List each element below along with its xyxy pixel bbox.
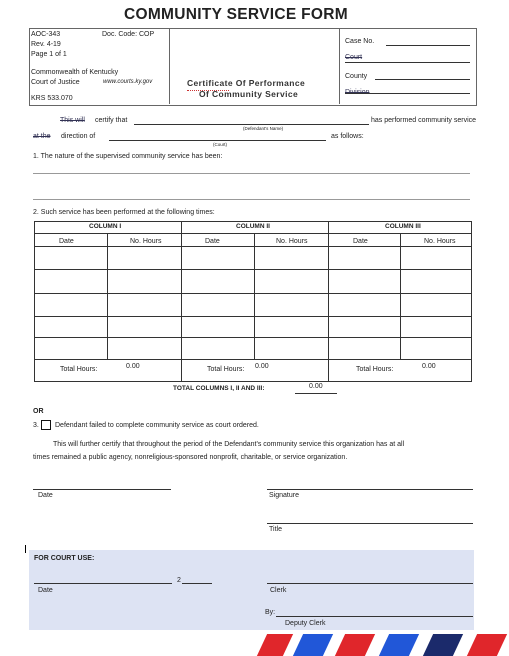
krs-reference: KRS 533.070 [31, 95, 73, 102]
column-3-title: COLUMN III [385, 223, 421, 230]
website-link[interactable]: www.courts.ky.gov [103, 79, 153, 85]
date-label: Date [38, 492, 53, 499]
by-label: By: [265, 609, 276, 616]
item-3-text: Defendant failed to complete community service as court ordered. [55, 422, 259, 429]
court-label: Court [345, 54, 363, 61]
certificate-heading-1: Certificate Of Performance [187, 78, 306, 88]
signature-field[interactable] [267, 489, 473, 490]
further-certify-line-2: times remained a public agency, nonreligious-sponsored nonprofit, charitable, or service organization. [33, 454, 348, 461]
item-3-number: 3. [33, 422, 39, 429]
court-name-field[interactable] [109, 140, 326, 141]
deputy-clerk-field[interactable] [276, 616, 473, 617]
court-use-section [29, 550, 474, 630]
direction-of-text: direction of [61, 133, 96, 140]
grand-total-value: 0.00 [309, 383, 323, 390]
column-2-hours-header: No. Hours [276, 238, 308, 245]
county-field[interactable] [375, 79, 470, 80]
blue-stripe-1 [293, 634, 333, 656]
court-use-two: 2 [177, 577, 181, 584]
at-the-text: at the [33, 133, 51, 140]
blue-stripe-2 [379, 634, 419, 656]
certify-that-text: certify that [95, 117, 128, 124]
court-field[interactable] [345, 62, 470, 63]
deputy-clerk-label: Deputy Clerk [285, 620, 326, 627]
red-stripe-2 [335, 634, 375, 656]
defendant-name-caption: (Defendant's Name) [243, 126, 284, 131]
column-1-total-value: 0.00 [126, 363, 140, 370]
hours-table [34, 221, 472, 382]
column-1-title: COLUMN I [89, 223, 122, 230]
grand-total-label: TOTAL COLUMNS I, II AND III: [173, 385, 265, 392]
case-no-field[interactable] [386, 45, 470, 46]
clerk-label: Clerk [270, 587, 287, 594]
further-certify-line-1: This will further certify that throughout the period of the Defendant's community service this organization has at all [53, 441, 405, 448]
failed-to-complete-checkbox[interactable] [41, 420, 51, 430]
county-label: County [345, 73, 368, 80]
red-stripe-1 [257, 634, 293, 656]
or-label: OR [33, 408, 44, 415]
this-will-text: This will [60, 117, 85, 124]
form-number: AOC-343 [31, 31, 61, 38]
court-use-heading: FOR COURT USE: [34, 555, 95, 562]
column-3-total-value: 0.00 [422, 363, 436, 370]
column-1-hours-header: No. Hours [130, 238, 162, 245]
has-performed-text: has performed community service [371, 117, 477, 124]
signature-label: Signature [269, 492, 299, 499]
division-field[interactable] [345, 93, 470, 94]
nature-line-1[interactable] [33, 173, 470, 174]
column-2-title: COLUMN II [236, 223, 270, 230]
title-field[interactable] [267, 523, 473, 524]
clerk-field[interactable] [267, 583, 473, 584]
item-2-text: 2. Such service has been performed at the following times: [33, 209, 215, 216]
court-caption: (Court) [213, 142, 228, 147]
doc-code: Doc. Code: COP [102, 31, 155, 38]
court-date-field[interactable] [34, 583, 172, 584]
court-date-label: Date [38, 587, 53, 594]
column-1-date-header: Date [59, 238, 74, 245]
column-2-date-header: Date [205, 238, 220, 245]
defendant-name-field[interactable] [134, 124, 369, 125]
column-1-total-label: Total Hours: [60, 366, 98, 373]
column-3-total-label: Total Hours: [356, 366, 394, 373]
nature-line-2[interactable] [33, 199, 470, 200]
column-2-total-value: 0.00 [255, 363, 269, 370]
date-field[interactable] [33, 489, 171, 490]
page-count: Page 1 of 1 [31, 51, 67, 58]
revision: Rev. 4-19 [31, 41, 61, 48]
item-1-text: 1. The nature of the supervised community service has been: [33, 153, 223, 160]
column-3-date-header: Date [353, 238, 368, 245]
red-stripe-3 [467, 634, 507, 656]
column-3-hours-header: No. Hours [424, 238, 456, 245]
court-of-justice: Court of Justice [31, 79, 80, 86]
title-label: Title [269, 526, 282, 533]
certificate-heading-2: Of Community Service [199, 89, 299, 99]
as-follows-text: as follows: [331, 133, 364, 140]
form-title: COMMUNITY SERVICE FORM [124, 6, 348, 23]
case-no-label: Case No. [345, 38, 375, 45]
navy-stripe [423, 634, 463, 656]
column-2-total-label: Total Hours: [207, 366, 245, 373]
division-label: Division [345, 89, 370, 96]
state-name: Commonwealth of Kentucky [31, 69, 119, 76]
